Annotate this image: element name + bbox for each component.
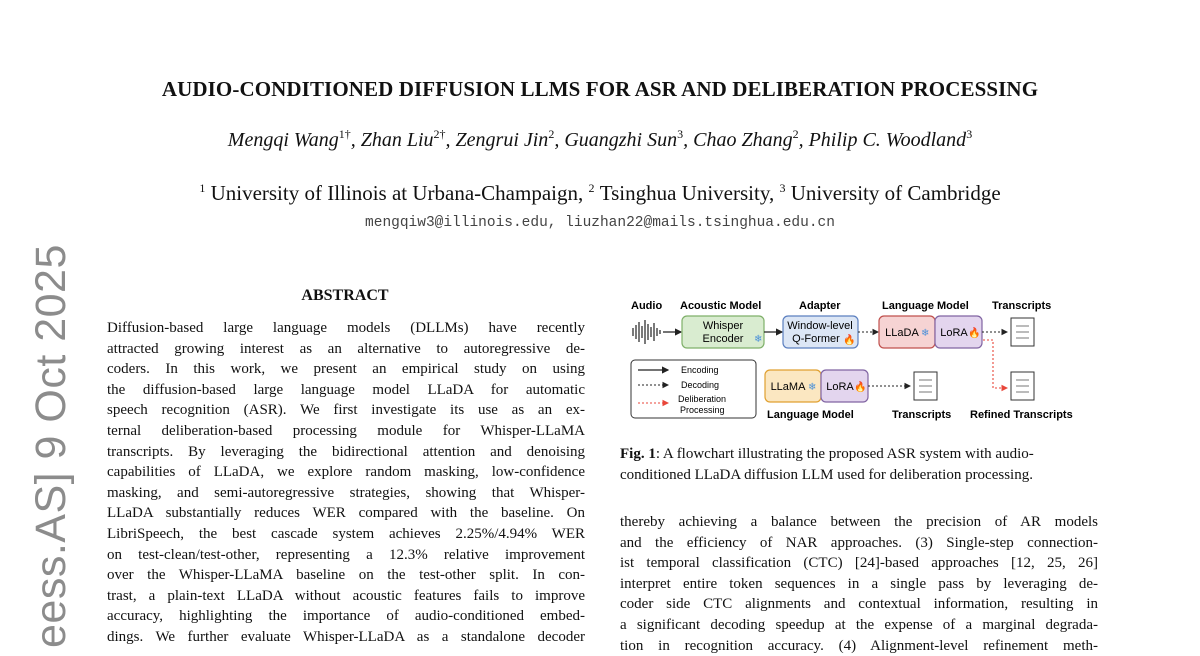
- author-name: Chao Zhang: [693, 129, 793, 151]
- abstract-line: masking, and semi-autoregressive strategies, showing that Whisper-: [107, 484, 585, 501]
- header-language-model: Language Model: [882, 300, 969, 312]
- legend-encoding: Encoding: [681, 365, 719, 375]
- paper-title: AUDIO-CONDITIONED DIFFUSION LLMS FOR ASR AND DELIBERATION PROCESSING: [161, 77, 1039, 101]
- abstract-line: ternal deliberation-based processing module for Whisper-LLaMA: [107, 422, 585, 439]
- figure-caption: [620, 444, 1100, 485]
- abstract-line: speech recognition (ASR). We first investigate its use as an ex-: [107, 402, 585, 419]
- llada-box: [879, 316, 935, 348]
- snowflake-icon: ❄: [921, 328, 930, 339]
- header-audio: Audio: [631, 300, 663, 312]
- arxiv-stamp: eess.AS] 9 Oct 2025: [27, 244, 75, 648]
- body-line: ist temporal classification (CTC) [24]-based approaches [12, 25, 26]: [620, 555, 1098, 572]
- abstract-line: transcripts. By leveraging the bidirectional attention and denoising: [107, 443, 585, 460]
- svg-text:Encoder: Encoder: [702, 333, 744, 345]
- author-name: Zhan Liu: [360, 129, 434, 151]
- snowflake-icon: ❄: [754, 334, 763, 345]
- audio-waveform-icon: [633, 320, 660, 344]
- header-adapter: Adapter: [799, 300, 841, 312]
- affiliation-mark: 3: [779, 181, 786, 195]
- abstract-body: [107, 318, 585, 648]
- affiliation-mark: 2: [588, 181, 595, 195]
- svg-text:Window-level: Window-level: [787, 320, 853, 332]
- header-transcripts: Transcripts: [992, 300, 1052, 312]
- affiliation-name: University of Illinois at Urbana-Champaign: [210, 181, 578, 205]
- svg-text:LLaDA: LLaDA: [885, 327, 919, 339]
- legend-processing: Processing: [680, 405, 725, 415]
- body-line: coder side CTC alignments and contextual information, resulting in: [620, 596, 1098, 613]
- flame-icon: 🔥: [854, 382, 867, 393]
- body-line: and the efficiency of NAR approaches. (3) Single-step connection-: [620, 534, 1098, 551]
- author-affiliation-mark: 3: [966, 127, 973, 141]
- abstract-line: coders. In this work, we present an empirical study on using: [107, 361, 585, 378]
- author-name: Guangzhi Sun: [564, 129, 678, 151]
- abstract-line: dings. We further evaluate Whisper-LLaDA as a standalone decoder: [107, 628, 585, 645]
- legend-box: [631, 360, 756, 418]
- author-affiliation-mark: 2: [548, 127, 555, 141]
- body-line: a significant decoding speedup at the expense of a marginal degrada-: [620, 616, 1098, 633]
- affiliation-mark: 1: [199, 181, 206, 195]
- author-affiliation-mark: 2: [792, 127, 799, 141]
- figure-caption-label: Fig. 1: [620, 446, 656, 462]
- body-line: tion in recognition accuracy. (4) Alignment-level refinement meth-: [620, 637, 1098, 654]
- abstract-line: attracted growing interest as an alternative to autoregressive de-: [107, 340, 585, 357]
- author-affiliation-mark: 3: [677, 127, 684, 141]
- label-refined-transcripts: Refined Transcripts: [970, 409, 1073, 421]
- author-name: Mengqi Wang: [227, 129, 339, 151]
- refined-transcript-document-icon: [1011, 372, 1034, 400]
- author-affiliation-mark: 2†: [433, 127, 446, 141]
- abstract-line: trast, a plain-text LLaDA without acoustic features fails to improve: [107, 587, 585, 604]
- label-language-model: Language Model: [767, 409, 854, 421]
- figure-caption-text: : A flowchart illustrating the proposed ASR system with audio-conditioned LLaDA diffusion LLM used for deliberation processing.: [620, 446, 1034, 483]
- lora-box-bottom: [821, 370, 868, 402]
- transcript-document-icon: [914, 372, 937, 400]
- abstract-line: Diffusion-based large language models (DLLMs) have recently: [107, 320, 585, 336]
- abstract-line: the diffusion-based large language model LLaDA for automatic: [107, 381, 585, 398]
- svg-text:LoRA: LoRA: [940, 327, 968, 339]
- svg-text:LoRA: LoRA: [826, 381, 854, 393]
- body-line: interpret entire token sequences in a single pass by leveraging de-: [620, 575, 1098, 592]
- affiliation-name: Tsinghua University: [599, 181, 769, 205]
- svg-text:LLaMA: LLaMA: [770, 381, 806, 393]
- author-name: Zengrui Jin: [455, 129, 549, 151]
- abstract-heading: ABSTRACT: [301, 287, 389, 304]
- body-line: thereby achieving a balance between the precision of AR models: [620, 514, 1098, 530]
- flame-icon: 🔥: [843, 335, 856, 346]
- svg-text:Whisper: Whisper: [702, 320, 744, 332]
- figure-flowchart: [621, 294, 1099, 429]
- snowflake-icon: ❄: [808, 382, 817, 393]
- abstract-line: over the Whisper-LLaMA baseline on the test-other split. In con-: [107, 567, 585, 584]
- abstract-line: capabilities of LLaDA, we explore random masking, low-confidence: [107, 464, 585, 481]
- author-name: Philip C. Woodland: [808, 129, 967, 151]
- abstract-line: LLaDA substantially reduces WER compared with the baseline. On: [107, 505, 585, 522]
- legend-deliberation: Deliberation: [678, 394, 727, 404]
- right-column-body: [620, 512, 1098, 656]
- abstract-line: LibriSpeech, the best cascade system achieves 2.25%/4.94% WER: [107, 525, 585, 542]
- whisper-encoder-box: [682, 316, 764, 348]
- lora-box-top: [935, 316, 982, 348]
- q-former-adapter-box: [783, 316, 858, 348]
- author-affiliation-mark: 1†: [338, 127, 351, 141]
- affiliation-list: $^1$ University of Illinois at Urbana-Champaign, $^2$ Tsinghua University, $^3$ University of Cambridge: [199, 181, 1001, 205]
- llama-box: [765, 370, 821, 402]
- author-emails: mengqiw3@illinois.edu, liuzhan22@mails.tsinghua.edu.cn: [365, 215, 835, 231]
- abstract-line: on test-clean/test-other, representing a 12.3% relative improvement: [107, 546, 585, 563]
- legend-decoding: Decoding: [681, 380, 720, 390]
- affiliation-name: University of Cambridge: [790, 181, 1001, 205]
- transcript-document-icon: [1011, 318, 1034, 346]
- flame-icon: 🔥: [968, 328, 981, 339]
- header-acoustic-model: Acoustic Model: [680, 300, 762, 312]
- label-transcripts: Transcripts: [892, 409, 952, 421]
- abstract-line: accuracy, highlighting the importance of audio-conditioned embed-: [107, 608, 585, 625]
- author-list: Mengqi Wang$^{1\dagger}$, Zhan Liu$^{2\dagger}$, Zengrui Jin$^2$, Guangzhi Sun$^3$, Chao Zhang$^2$, Philip C. Woodland$^3$: [227, 127, 973, 151]
- svg-text:Q-Former: Q-Former: [792, 333, 840, 345]
